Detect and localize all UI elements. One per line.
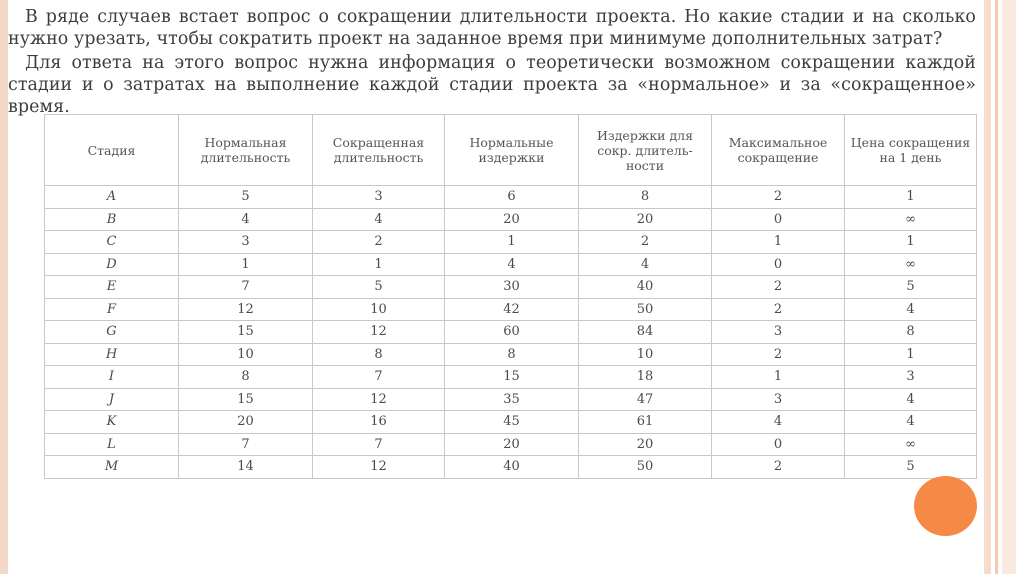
table-body [45,186,977,479]
header-stage: Стадия [45,115,179,186]
table-row [45,186,977,209]
header-max-reduction: Максимальное сокращение [712,115,845,186]
cell-stage: D [45,253,179,276]
right-decor-stripe [984,0,991,574]
table-cell: 3 [179,231,313,254]
cell-stage: G [45,321,179,344]
cell-stage: J [45,388,179,411]
table-cell: 4 [579,253,712,276]
cell-stage: E [45,276,179,299]
table-cell: ∞ [845,433,977,456]
table-cell: 8 [579,186,712,209]
table-cell: 40 [445,456,579,479]
table-cell: 14 [179,456,313,479]
intro-paragraph-2 [8,52,976,118]
table-row [45,298,977,321]
table-cell: 30 [445,276,579,299]
table-cell: 2 [579,231,712,254]
header-normal-costs: Нормальные издержки [445,115,579,186]
table-cell: 15 [179,321,313,344]
table-cell: 12 [313,388,445,411]
table-cell: 2 [313,231,445,254]
table-row [45,456,977,479]
table-cell: 42 [445,298,579,321]
table-cell: 5 [845,276,977,299]
table-cell: 2 [712,343,845,366]
header-reduced-duration: Сокращенная длительность [313,115,445,186]
table-cell: 50 [579,298,712,321]
table-cell: 0 [712,208,845,231]
table-cell: ∞ [845,208,977,231]
table-row [45,433,977,456]
table-cell: 12 [313,456,445,479]
table-header-row [45,115,977,186]
table-cell: 8 [445,343,579,366]
table-cell: 5 [313,276,445,299]
table-cell: 15 [445,366,579,389]
header-normal-duration: Нормальная длительность [179,115,313,186]
table-cell: 2 [712,186,845,209]
table-cell: 8 [179,366,313,389]
table-cell: 60 [445,321,579,344]
table-cell: 61 [579,411,712,434]
table-cell: 1 [313,253,445,276]
table-row [45,388,977,411]
intro-line: В ряде случаев встает вопрос о сокращении длительности проекта. Но какие стадии и на сколько [25,7,976,27]
table-cell: 1 [179,253,313,276]
table-row [45,343,977,366]
table-cell: 45 [445,411,579,434]
table-cell: ∞ [845,253,977,276]
table-cell: 47 [579,388,712,411]
table-cell: 2 [712,276,845,299]
table-row [45,253,977,276]
table-cell: 8 [845,321,977,344]
intro-paragraph-1 [8,6,976,50]
table-cell: 7 [179,276,313,299]
table-cell: 1 [712,366,845,389]
table-cell: 15 [179,388,313,411]
table-cell: 4 [712,411,845,434]
table-cell: 5 [179,186,313,209]
cell-stage: L [45,433,179,456]
table-cell: 3 [712,388,845,411]
table-cell: 10 [179,343,313,366]
table-cell: 3 [712,321,845,344]
header-price-per-day: Цена сокращения на 1 день [845,115,977,186]
project-stages-table [44,114,977,479]
right-decor-stripe-edge [1002,0,1016,574]
cell-stage: M [45,456,179,479]
table-cell: 40 [579,276,712,299]
table-cell: 7 [313,366,445,389]
cell-stage: A [45,186,179,209]
cell-stage: F [45,298,179,321]
table-cell: 20 [579,433,712,456]
table-row [45,276,977,299]
table-cell: 20 [579,208,712,231]
table-cell: 4 [313,208,445,231]
intro-line: Для ответа на этого вопрос нужна информация о теоретически возможном сокращении каждой [25,53,976,73]
table-cell: 12 [313,321,445,344]
intro-line: стадии и о затратах на выполнение каждой стадии проекта за «нормальное» и за «сокращенное» время. [8,75,976,117]
table-cell: 84 [579,321,712,344]
table-cell: 20 [445,433,579,456]
table-cell: 20 [179,411,313,434]
table-cell: 8 [313,343,445,366]
table-row [45,208,977,231]
cell-stage: H [45,343,179,366]
cell-stage: C [45,231,179,254]
table-cell: 4 [845,388,977,411]
right-decor-stripe-thin [995,0,998,574]
table-cell: 1 [445,231,579,254]
table-row [45,321,977,344]
table-cell: 1 [845,343,977,366]
table-cell: 5 [845,456,977,479]
intro-line: нужно урезать, чтобы сократить проект на заданное время при минимуме дополнительных затрат? [8,29,943,49]
table-cell: 7 [179,433,313,456]
cell-stage: B [45,208,179,231]
table-cell: 6 [445,186,579,209]
table-cell: 10 [579,343,712,366]
table-cell: 3 [845,366,977,389]
decorative-orange-circle [914,476,977,536]
table-cell: 4 [845,298,977,321]
left-decor-stripe [0,0,8,574]
table-cell: 1 [845,186,977,209]
table-cell: 12 [179,298,313,321]
table-cell: 1 [845,231,977,254]
table-cell: 50 [579,456,712,479]
table-cell: 35 [445,388,579,411]
table-cell: 10 [313,298,445,321]
table-cell: 4 [179,208,313,231]
table-cell: 7 [313,433,445,456]
table-row [45,411,977,434]
table-cell: 0 [712,253,845,276]
table-cell: 2 [712,456,845,479]
table-cell: 20 [445,208,579,231]
table-row [45,366,977,389]
table-cell: 4 [845,411,977,434]
table-cell: 0 [712,433,845,456]
table-cell: 4 [445,253,579,276]
table-row [45,231,977,254]
table-cell: 16 [313,411,445,434]
table-cell: 3 [313,186,445,209]
table-cell: 2 [712,298,845,321]
cell-stage: K [45,411,179,434]
header-reduced-costs: Издержки для сокр. длитель-ности [579,115,712,186]
table-cell: 1 [712,231,845,254]
table-cell: 18 [579,366,712,389]
cell-stage: I [45,366,179,389]
